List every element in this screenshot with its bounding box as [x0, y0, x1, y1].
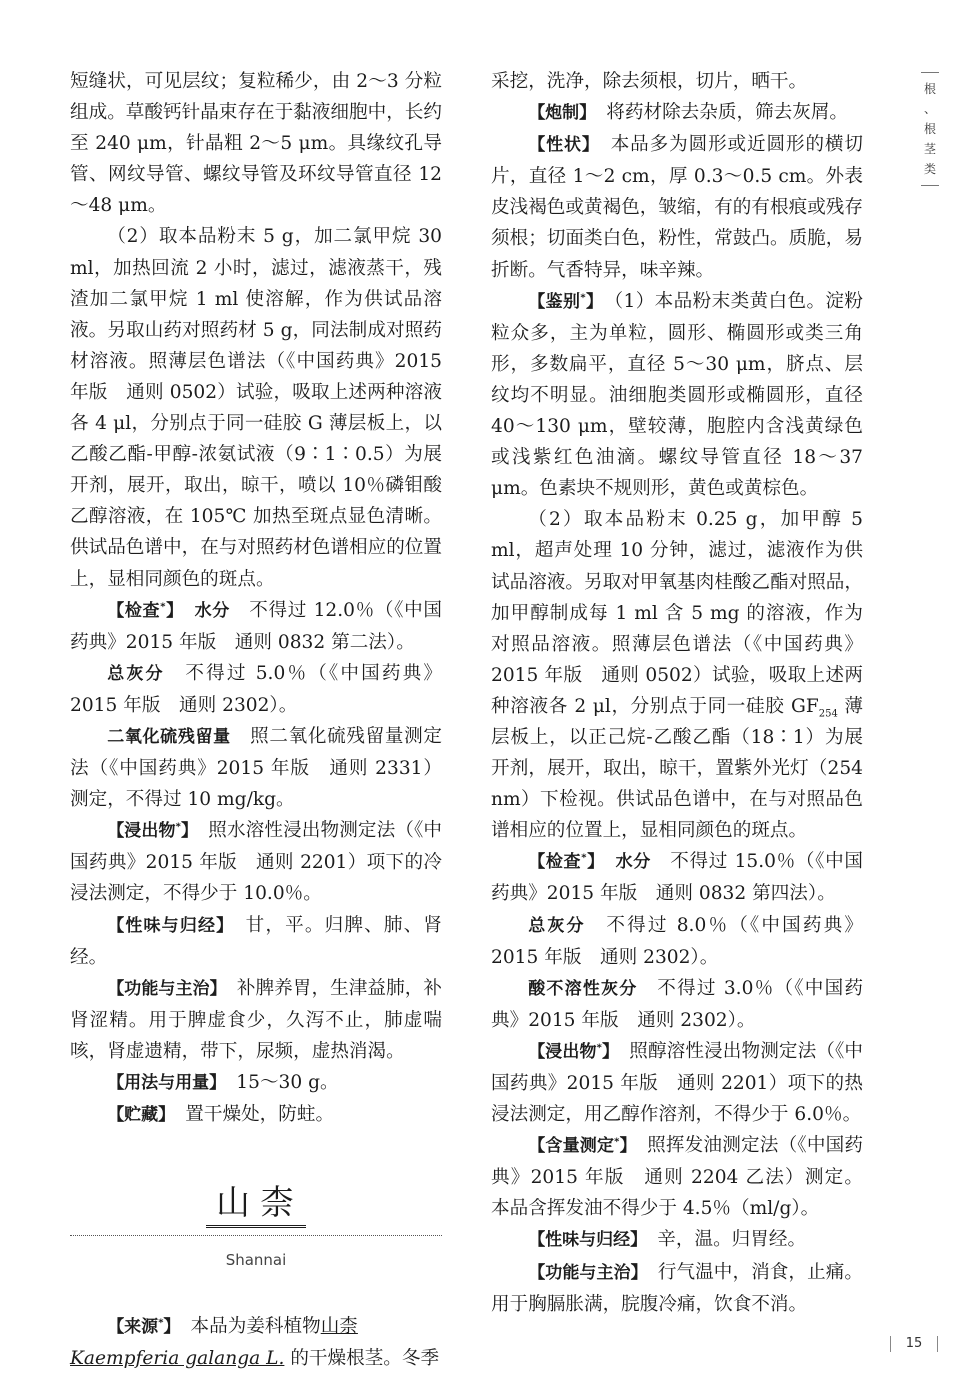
paragraph-extractives-r: 【浸出物*】 照醇溶性浸出物测定法（《中国药典》2015 年版 通则 2201）项下的热浸法测定，用乙醇作溶剂，不得少于 6.0％。 [491, 1040, 863, 1126]
section-tag-extractives-r: 【浸出物*】 [528, 1041, 611, 1062]
section-tag-storage: 【贮藏】 [107, 1105, 167, 1126]
section-tag-identification: 【鉴别*】 [528, 291, 595, 312]
latin-name: Kaempferia galanga L. [70, 1348, 285, 1370]
section-tag-nature-meridian: 【性味与归经】 [107, 915, 226, 936]
section-tag-description: 【性状】 [528, 135, 592, 156]
left-column [70, 66, 442, 1374]
herb-title: 山柰 [70, 1183, 442, 1223]
paragraph-extractives: 【浸出物*】 照水溶性浸出物测定法（《中国药典》2015 年版 通则 2201）项下的冷浸法测定，不得少于 10.0％。 [70, 820, 442, 905]
subheading-total-ash: 总灰分 [107, 663, 165, 684]
paragraph-processing: 【炮制】 将药材除去杂质，筛去灰屑。 [528, 102, 849, 124]
paragraph-functions: 【功能与主治】 补脾养胃，生津益肺，补肾涩精。用于脾虚食少，久泻不止，肺虚喘咳，肾虚遗精，带下，尿频，虚热消渴。 [70, 977, 442, 1062]
section-tag-processing: 【炮制】 [528, 103, 588, 124]
side-tab-char: 类 [923, 162, 936, 176]
side-tab-char: 茎 [923, 142, 936, 156]
herb-pinyin: Shannai [225, 1251, 287, 1270]
herb-heading [70, 1153, 442, 1301]
section-tag-inspection: 【检查*】 [107, 600, 176, 621]
subheading-moisture-r: 水分 [615, 852, 651, 873]
section-tag-functions-r: 【功能与主治】 [528, 1262, 640, 1283]
paragraph-assay: 【含量测定*】 照挥发油测定法（《中国药典》2015 年版 通则 2204 乙法）测定。本品含挥发油不得少于 4.5％（ml/g）。 [491, 1135, 864, 1220]
section-tag-nature-meridian-r: 【性味与归经】 [528, 1230, 639, 1251]
paragraph-storage: 【贮藏】 置干燥处，防蛀。 [107, 1104, 335, 1126]
paragraph-identification-1: 【鉴别*】 （1）本品粉末类黄白色。淀粉粒众多，主为单粒，圆形、椭圆形或类三角形，多数扁平，直径 5～30 μm，脐点、层纹均不明显。油细胞类圆形或椭圆形，直径 40～130 μm，壁较薄，胞腔内含浅黄绿色或浅紫红色油滴。螺纹导管直径 18～37 μm。色素块不规则形，黄色或黄棕色。 [491, 290, 864, 500]
subheading-sulfur-dioxide: 二氧化硫残留量 [107, 726, 231, 747]
side-tab-char: 根 [923, 82, 936, 96]
section-tag-extractives: 【浸出物*】 [107, 821, 190, 842]
paragraph-description: 【性状】 本品多为圆形或近圆形的横切片，直径 1～2 cm，厚 0.3～0.5 cm。外表皮浅褐色或黄褐色，皱缩，有的有根痕或残存须根；切面类白色，粉性，常鼓凸。质脆，易折断。气香特异，味辛辣。 [491, 134, 863, 281]
paragraph-functions-r: 【功能与主治】 行气温中，消食，止痛。用于胸膈胀满，脘腹冷痛，饮食不消。 [491, 1261, 863, 1315]
paragraph-inspection-moisture: 【检查*】 水分 不得过 12.0％（《中国药典》2015 年版 通则 0832 第二法）。 [70, 599, 442, 653]
section-tag-source: 【来源*】 [107, 1317, 172, 1338]
paragraph-nature-meridian: 【性味与归经】 甘，平。归脾、肺、肾经。 [70, 914, 442, 968]
paragraph-identification-2: （2）取本品粉末 0.25 g，加甲醇 5 ml，超声处理 10 分钟，滤过，滤液作为供试品溶液。另取对甲氧基肉桂酸乙酯对照品，加甲醇制成每 1 ml 含 5 mg 的溶液，作为对照品溶液。照薄层色谱法（《中国药典》2015 年版 通则 0502）试验，吸取上述两种溶液各 2 μl，分别点于同一硅胶 $GF_{254}$ 薄层板上，以正己烷-乙酸乙酯（18∶1）为展开剂，展开，取出，晾干，置紫外光灯（254 nm）下检视。供试品色谱中，在与对照品色谱相应的位置上，显相同颜色的斑点。 [491, 509, 863, 842]
page-number-left-rule [890, 1336, 891, 1352]
section-side-tab [920, 72, 940, 186]
section-tag-inspection-r: 【检查*】 [528, 852, 597, 873]
herb-divider [70, 1235, 442, 1236]
subheading-total-ash-r: 总灰分 [528, 915, 586, 936]
page-number-right-rule [937, 1336, 938, 1352]
paragraph-microscopy-cont: 短缝状，可见层纹；复粒稀少，由 2～3 分粒组成。草酸钙针晶束存在于黏液细胞中，长约至 240 μm，针晶粗 2～5 μm。具缘纹孔导管、网纹导管、螺纹导管及环纹导管直径 12～48 μm。 [70, 71, 442, 217]
subheading-moisture: 水分 [194, 600, 230, 621]
herb-name-link: 山柰 [320, 1316, 358, 1338]
subheading-acid-insoluble-ash: 酸不溶性灰分 [528, 978, 638, 999]
paragraph-inspection-moisture-r: 【检查*】 水分 不得过 15.0％（《中国药典》2015 年版 通则 0832 第四法）。 [491, 851, 863, 905]
page-number: 15 [890, 1332, 938, 1356]
paragraph-tlc-identification: （2）取本品粉末 5 g，加二氯甲烷 30 ml，加热回流 2 小时，滤过，滤液蒸干，残渣加二氯甲烷 1 ml 使溶解，作为供试品溶液。另取山药对照药材 5 g，同法制成对照药材溶液。照薄层色谱法（《中国药典》2015 年版 通则 0502）试验，吸取上述两种溶液各 4 μl，分别点于同一硅胶 G 薄层板上，以乙酸乙酯-甲醇-浓氨试液（9∶1∶0.5）为展开剂，展开，取出，晾干，喷以 10％磷钼酸乙醇溶液，在 105℃ 加热至斑点显色清晰。供试品色谱中，在与对照药材色谱相应的位置上，显相同颜色的斑点。 [70, 226, 442, 590]
side-tab-top-rule [921, 72, 939, 73]
paragraph-total-ash-r: 总灰分 不得过 8.0％（《中国药典》2015 年版 通则 2302）。 [491, 914, 863, 968]
side-tab-char: 、 [923, 102, 936, 116]
paragraph-total-ash: 总灰分 不得过 5.0％（《中国药典》2015 年版 通则 2302）。 [70, 662, 442, 716]
side-tab-char: 根 [923, 122, 936, 136]
paragraph-nature-meridian-r: 【性味与归经】 辛，温。归胃经。 [528, 1229, 807, 1251]
paragraph-dosage: 【用法与用量】 15～30 g。 [107, 1072, 339, 1093]
section-tag-dosage: 【用法与用量】 [107, 1073, 218, 1093]
paragraph-sulfur-dioxide: 二氧化硫残留量 照二氧化硫残留量测定法（《中国药典》2015 年版 通则 2331）测定，不得过 10 mg/kg。 [70, 725, 442, 811]
paragraph-source: 【来源*】 本品为姜科植物山柰 Kaempferia galanga L. 的干燥根茎。冬季 [70, 1316, 440, 1370]
paragraph-source-cont: 采挖，洗净，除去须根，切片，晒干。 [491, 71, 808, 92]
section-tag-functions: 【功能与主治】 [107, 978, 219, 999]
paragraph-acid-insoluble-ash: 酸不溶性灰分 不得过 3.0％（《中国药典》2015 年版 通则 2302）。 [491, 977, 863, 1031]
right-column [491, 66, 863, 1320]
side-tab-bottom-rule [921, 185, 939, 186]
section-tag-assay: 【含量测定*】 [528, 1136, 629, 1157]
